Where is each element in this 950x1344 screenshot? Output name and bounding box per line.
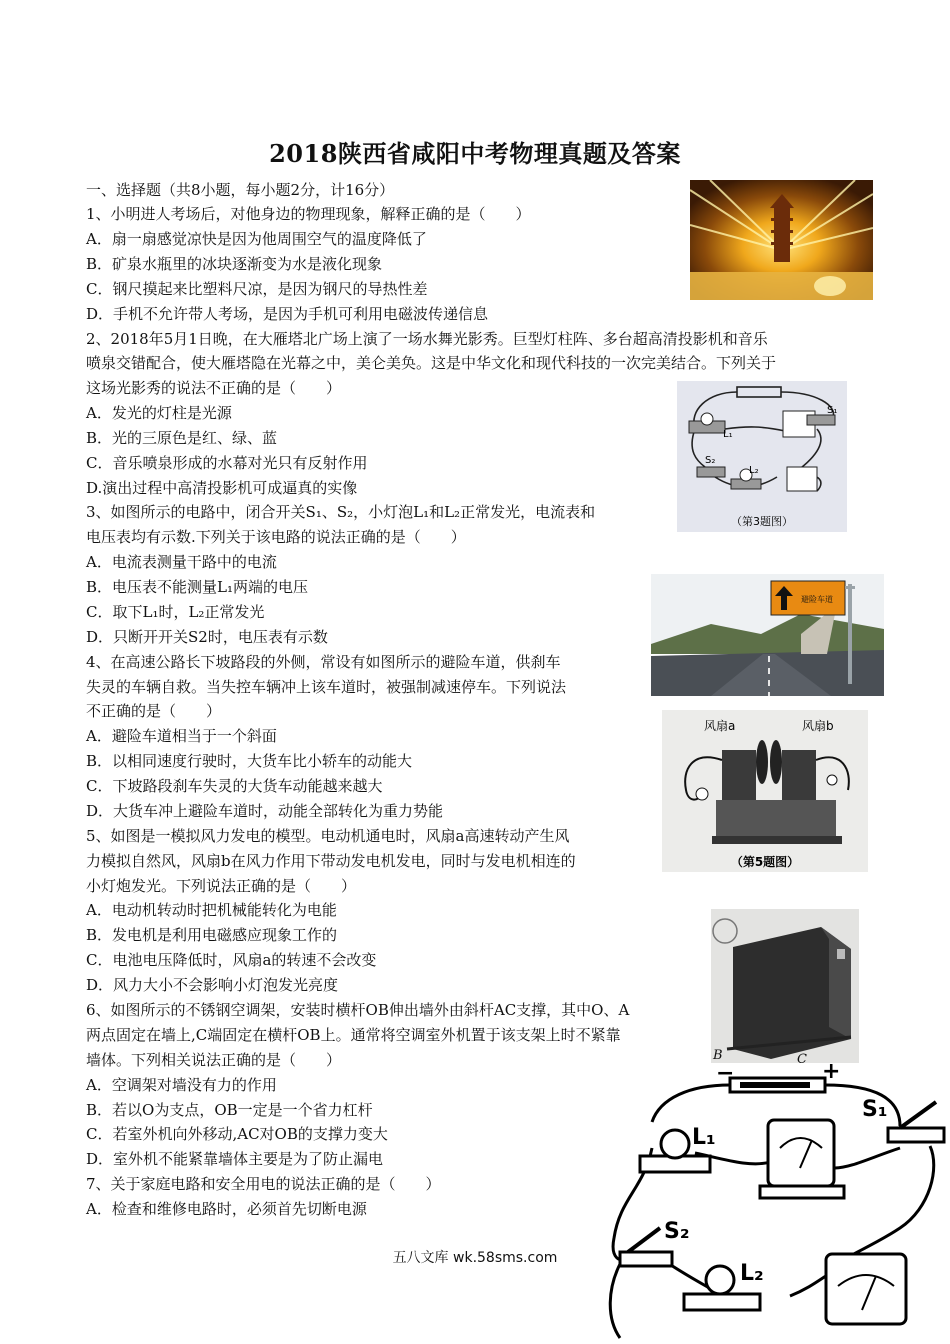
- circuit-label-l1: L₁: [692, 1125, 716, 1150]
- circuit-label-l2: L₂: [740, 1261, 764, 1286]
- fig3-label-l1: L₁: [723, 429, 733, 440]
- question-4-stem-line-2: 失灵的车辆自救。当失控车辆冲上该车道时，被强制减速停车。下列说法: [86, 678, 567, 696]
- question-2-option-c: C．音乐喷泉形成的水幕对光只有反射作用: [86, 454, 368, 472]
- fig3-label-s2: S₂: [705, 455, 716, 466]
- question-6-option-d: D．室外机不能紧靠墙体主要是为了防止漏电: [86, 1150, 384, 1168]
- question-2-option-d: D.演出过程中高清投影机可成逼真的实像: [86, 479, 358, 497]
- question-2-option-b: B．光的三原色是红、绿、蓝: [86, 429, 278, 447]
- question-4-option-a: A．避险车道相当于一个斜面: [86, 727, 277, 745]
- question-5-stem-line-1: 5、如图是一模拟风力发电的模型。电动机通电时，风扇a高速转动产生风: [86, 827, 570, 845]
- question-7-stem: 7、关于家庭电路和安全用电的说法正确的是（ ）: [86, 1175, 441, 1193]
- question-4-stem-line-3: 不正确的是（ ）: [86, 702, 222, 720]
- question-1-option-d: D．手机不允许带人考场，是因为手机可利用电磁波传递信息: [86, 305, 489, 323]
- fig5-label-fan-a: 风扇a: [704, 719, 736, 733]
- question-1-option-b: B．矿泉水瓶里的冰块逐渐变为水是液化现象: [86, 255, 383, 273]
- circuit-label-s2: S₂: [664, 1219, 690, 1244]
- fig5-caption: （第5题图）: [730, 855, 800, 869]
- question-3-option-a: A．电流表测量干路中的电流: [86, 553, 277, 571]
- question-5-option-c: C．电池电压降低时，风扇a的转速不会改变: [86, 951, 377, 969]
- question-3-stem-line-1: 3、如图所示的电路中，闭合开关S₁、S₂，小灯泡L₁和L₂正常发光，电流表和: [86, 503, 596, 521]
- question-3-option-b: B．电压表不能测量L₁两端的电压: [86, 578, 308, 596]
- question-3-stem-line-2: 电压表均有示数.下列关于该电路的说法正确的是（ ）: [86, 528, 466, 546]
- question-1-option-c: C．钢尺摸起来比塑料尺凉，是因为钢尺的导热性差: [86, 280, 428, 298]
- question-6-ac-bracket-figure: [711, 909, 859, 1063]
- circuit-label-s1: S₁: [862, 1097, 888, 1122]
- fig3-label-s1: S₁: [827, 405, 838, 416]
- fig6-label-b: B: [713, 1048, 723, 1063]
- question-3-option-d: D．只断开开关S2时，电压表有示数: [86, 628, 328, 646]
- question-2-stem-line-1: 2、2018年5月1日晚，在大雁塔北广场上演了一场水舞光影秀。巨型灯柱阵、多台超高清投影机和音乐: [86, 330, 768, 348]
- page-footer: 五八文库 wk.58sms.com: [392, 1250, 558, 1266]
- light-show-photo: [690, 180, 873, 300]
- question-4-option-b: B．以相同速度行驶时，大货车比小轿车的动能大: [86, 752, 413, 770]
- question-1-stem: 1、小明进人考场后，对他身边的物理现象，解释正确的是（ ）: [86, 205, 531, 223]
- question-3-circuit-figure: [677, 381, 847, 532]
- circuit-plus-label: +: [822, 1059, 841, 1084]
- question-7-option-a: A．检查和维修电路时，必须首先切断电源: [86, 1200, 367, 1218]
- circuit-minus-label: −: [716, 1061, 735, 1086]
- question-6-stem-line-1: 6、如图所示的不锈钢空调架，安装时横杆OB伸出墙外由斜杆AC支撑，其中O、A: [86, 1001, 630, 1019]
- section-header: 一、选择题（共8小题，每小题2分，计16分）: [86, 181, 395, 199]
- question-6-stem-line-2: 两点固定在墙上,C端固定在横杆OB上。通常将空调室外机置于该支架上时不紧靠: [86, 1026, 621, 1044]
- question-5-option-b: B．发电机是利用电磁感应现象工作的: [86, 926, 338, 944]
- question-1-option-a: A．扇一扇感觉凉快是因为他周围空气的温度降低了: [86, 230, 427, 248]
- question-6-option-b: B．若以O为支点，OB一定是一个省力杠杆: [86, 1101, 373, 1119]
- question-5-stem-line-2: 力模拟自然风，风扇b在风力作用下带动发电机发电，同时与发电机相连的: [86, 852, 576, 870]
- fig3-label-l2: L₂: [749, 465, 759, 476]
- ramp-sign-text: 避险车道: [801, 595, 833, 604]
- fig6-label-c: C: [797, 1052, 807, 1063]
- question-5-wind-model-figure: [662, 710, 868, 872]
- question-6-option-c: C．若室外机向外移动,AC对OB的支撑力变大: [86, 1125, 388, 1143]
- question-2-stem-line-3: 这场光影秀的说法不正确的是（ ）: [86, 379, 342, 397]
- question-6-stem-line-3: 墙体。下列相关说法正确的是（ ）: [86, 1051, 342, 1069]
- question-3-option-c: C．取下L₁时，L₂正常发光: [86, 603, 265, 621]
- question-2-option-a: A．发光的灯柱是光源: [86, 404, 232, 422]
- question-5-stem-line-3: 小灯炮发光。下列说法正确的是（ ）: [86, 877, 357, 895]
- question-4-option-c: C．下坡路段刹车失灵的大货车动能越来越大: [86, 777, 383, 795]
- question-6-option-a: A．空调架对墙没有力的作用: [86, 1076, 277, 1094]
- question-4-stem-line-1: 4、在高速公路长下坡路段的外侧，常设有如图所示的避险车道，供刹车: [86, 653, 561, 671]
- question-4-option-d: D．大货车冲上避险车道时，动能全部转化为重力势能: [86, 802, 444, 820]
- page-title: 2018陕西省咸阳中考物理真题及答案: [269, 139, 681, 168]
- question-5-option-a: A．电动机转动时把机械能转化为电能: [86, 901, 337, 919]
- question-2-stem-line-2: 喷泉交错配合，使大雁塔隐在光幕之中，美仑美奂。这是中华文化和现代科技的一次完美结合。下列关于: [86, 354, 777, 372]
- fig3-caption: （第3题图）: [731, 515, 793, 528]
- runaway-ramp-photo: [651, 574, 884, 696]
- large-circuit-diagram: [600, 1058, 950, 1344]
- question-5-option-d: D．风力大小不会影响小灯泡发光亮度: [86, 976, 339, 994]
- fig5-label-fan-b: 风扇b: [802, 719, 834, 733]
